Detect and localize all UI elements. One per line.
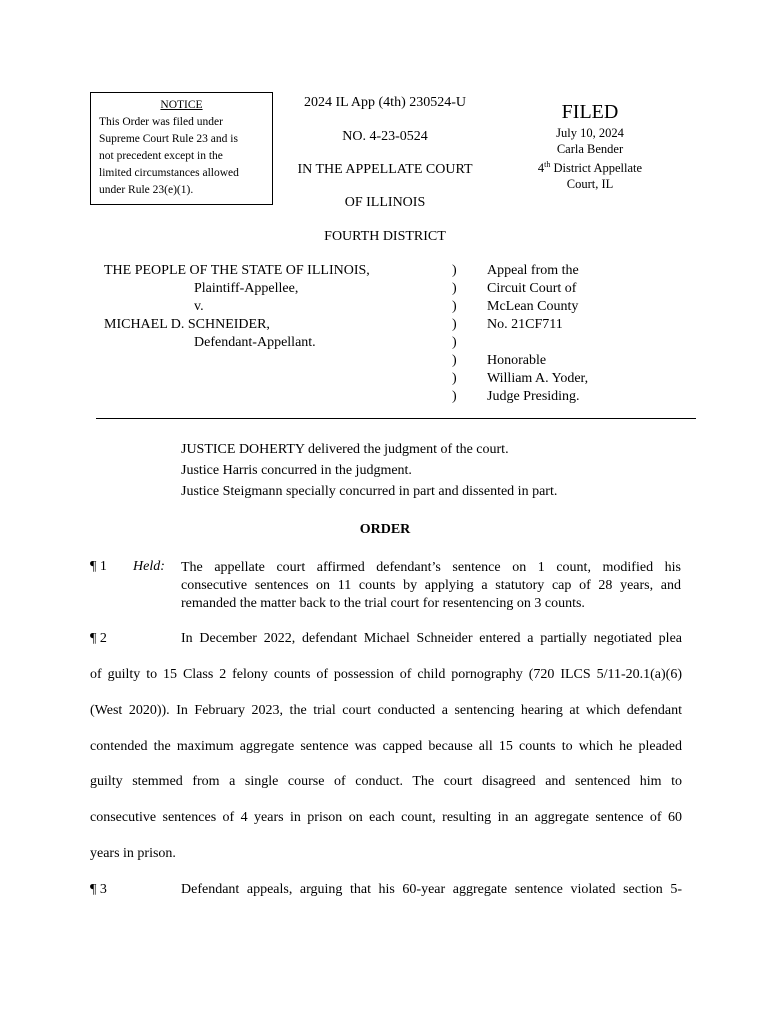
plaintiff-name: THE PEOPLE OF THE STATE OF ILLINOIS, xyxy=(104,263,370,278)
case-number: NO. 4-23-0524 xyxy=(342,129,428,144)
held-text: The appellate court affirmed defendant’s sentence on 1 count, modified his consecutive sentences on 11 counts by applying a statutory cap of 28 years, and remanded the matter back to the trial court for resentencing on 3 counts. xyxy=(181,560,681,611)
judge-line: Justice Steigmann specially concurred in part and dissented in part. xyxy=(181,484,558,499)
defendant-role: Defendant-Appellant. xyxy=(194,335,316,350)
body-line: of guilty to 15 Class 2 felony counts of possession of child pornography (720 ILCS 5/11-20.1(a)(6) xyxy=(90,667,682,682)
filed-court: Court, IL xyxy=(566,177,614,192)
body-line: Defendant appeals, arguing that his 60-year aggregate sentence violated section 5- xyxy=(181,882,682,897)
court-name-line2: OF ILLINOIS xyxy=(344,195,426,210)
filed-stamp xyxy=(520,101,660,192)
judge-line: JUSTICE DOHERTY delivered the judgment of the court. xyxy=(181,442,509,457)
case-citation: 2024 IL App (4th) 230524-U xyxy=(303,95,467,110)
notice-line: not precedent except in the xyxy=(99,150,223,162)
caption-divider: ) ) ) ) ) ) ) ) xyxy=(452,263,457,404)
versus: v. xyxy=(194,299,204,314)
paragraph-number: ¶ 3 xyxy=(90,882,107,897)
body-line: guilty stemmed from a single course of conduct. The court disagreed and sentenced him to xyxy=(90,774,682,789)
court-name-line1: IN THE APPELLATE COURT xyxy=(297,162,473,177)
held-label: Held: xyxy=(133,559,165,574)
notice-title: NOTICE xyxy=(160,99,203,111)
filed-district: 4th District Appellate xyxy=(537,160,643,176)
appeal-info: Appeal from the Circuit Court of McLean County No. 21CF711 xyxy=(487,263,579,332)
body-line: contended the maximum aggregate sentence was capped because all 15 counts to which he pleaded xyxy=(90,739,682,754)
notice-line: This Order was filed under xyxy=(99,116,223,128)
notice-line: under Rule 23(e)(1). xyxy=(99,184,194,196)
divider-rule xyxy=(96,418,696,419)
body-line: In December 2022, defendant Michael Schneider entered a partially negotiated plea xyxy=(181,631,682,646)
filed-date: July 10, 2024 xyxy=(556,126,624,140)
filed-clerk: Carla Bender xyxy=(556,142,624,156)
notice-box xyxy=(90,92,273,205)
judge-line: Justice Harris concurred in the judgment. xyxy=(181,463,412,478)
body-line: (West 2020)). In February 2023, the trial court conducted a sentencing hearing at which defendant xyxy=(90,703,682,718)
judges-block xyxy=(181,439,557,502)
judge-info: Honorable William A. Yoder, Judge Presiding. xyxy=(487,353,589,404)
order-title: ORDER xyxy=(359,522,411,537)
district-name: FOURTH DISTRICT xyxy=(324,229,446,244)
notice-line: Supreme Court Rule 23 and is xyxy=(99,133,238,145)
plaintiff-role: Plaintiff-Appellee, xyxy=(194,281,299,296)
filed-title: FILED xyxy=(561,101,619,123)
body-line: consecutive sentences of 4 years in prison on each count, resulting in an aggregate sentence of 60 xyxy=(90,810,682,825)
defendant-name: MICHAEL D. SCHNEIDER, xyxy=(104,317,270,332)
paragraph-number: ¶ 1 xyxy=(90,559,107,574)
body-line: years in prison. xyxy=(90,846,176,861)
paragraph-number: ¶ 2 xyxy=(90,631,107,646)
notice-line: limited circumstances allowed xyxy=(99,167,239,179)
